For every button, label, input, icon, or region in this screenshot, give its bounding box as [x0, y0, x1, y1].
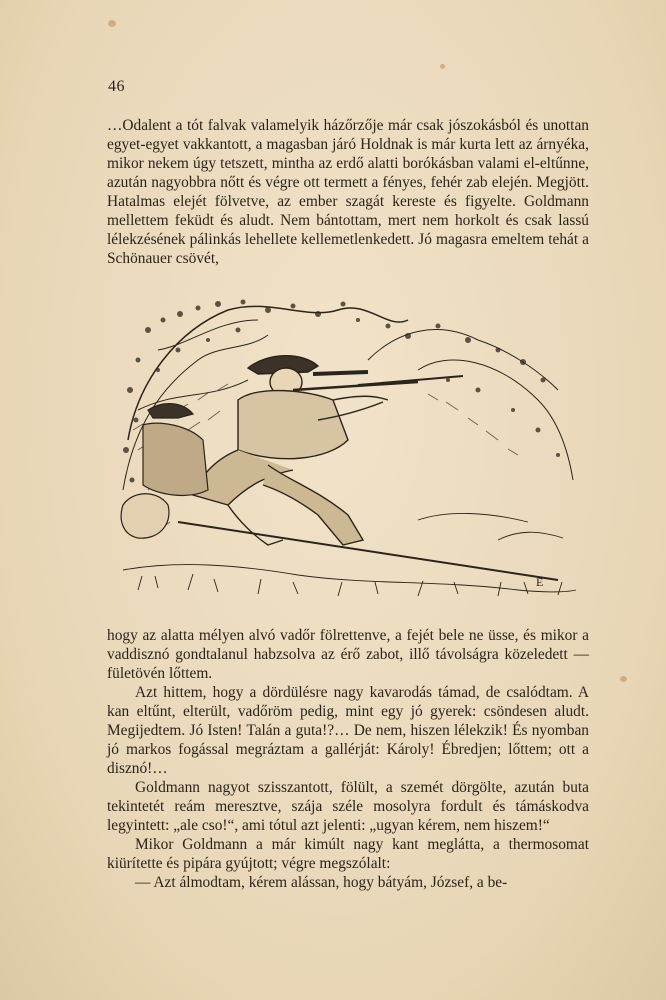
- text-block-bottom: [107, 626, 589, 892]
- rifle: [293, 372, 463, 390]
- paragraph: — Azt álmodtam, kérem alássan, hogy bátyám, József, a be-: [135, 874, 508, 891]
- paragraph: Mikor Goldmann a már kimúlt nagy kant meglátta, a thermosomat kiürítette és pipára gyújtott; végre megszólalt:: [107, 836, 589, 872]
- artist-signature: E: [536, 575, 544, 589]
- paragraph: …Odalent a tót falvak valamelyik házőrzője már csak jószokásból és unottan egyet-egyet vakkantott, a magasban járó Holdnak is már kurta lett az árnyéka, mikor nekem úgy tetszett, mintha az erdő alatti borókásban valami el-eltűnne, azután nagyobbra nőtt és végre ott termett a fényes, fehér zab elején. Megjött. Hatalmas elejét fölvetve, az ember szagát kereste és figyelte. Goldmann mellettem feküdt és aludt. Nem bántottam, mert nem horkolt és csak lassú lélekzésének pálinkás lehellete kellemetlenkedett. Jó magasra emeltem tehát a Schönauer csövét,: [107, 117, 589, 267]
- stain-spot: [620, 676, 627, 682]
- hunter-illustration: [118, 290, 578, 600]
- stain-spot: [440, 64, 445, 69]
- stain-spot: [108, 20, 116, 27]
- paragraph: Goldmann nagyot szisszantott, fölült, a szemét dörgölte, azután buta tekintetét reám meresztve, szája széle mosolyra fordult és támáskodva legyintett: „ale cso!“, ami tótul azt jelenti: „ugyan kérem, nem hiszem!“: [107, 779, 589, 834]
- rock: [121, 494, 169, 538]
- paragraph: hogy az alatta mélyen alvó vadőr fölrettenve, a fejét bele ne üsse, és mikor a vaddisznó gondtalanul habzsolva az érő zabot, illő távolságra közeledett — fületövén lőttem.: [107, 627, 589, 682]
- companion-figure: [143, 404, 208, 496]
- text-block-top: [107, 116, 589, 268]
- paragraph: Azt hittem, hogy a dördülésre nagy kavarodás támad, de csalódtam. A kan eltűnt, elterült, vadőröm pedig, mint egy jó gyerek: csöndesen aludt. Megijedtem. Jó Isten! Talán a guta!?… De nem, hiszen lélekzik! És nyomban jó markos fogással megráztam a gallérját: Károly! Ébredjen; lőttem; ott a disznó!…: [107, 684, 589, 777]
- page-number: 46: [108, 78, 125, 95]
- walking-stick: [178, 522, 558, 580]
